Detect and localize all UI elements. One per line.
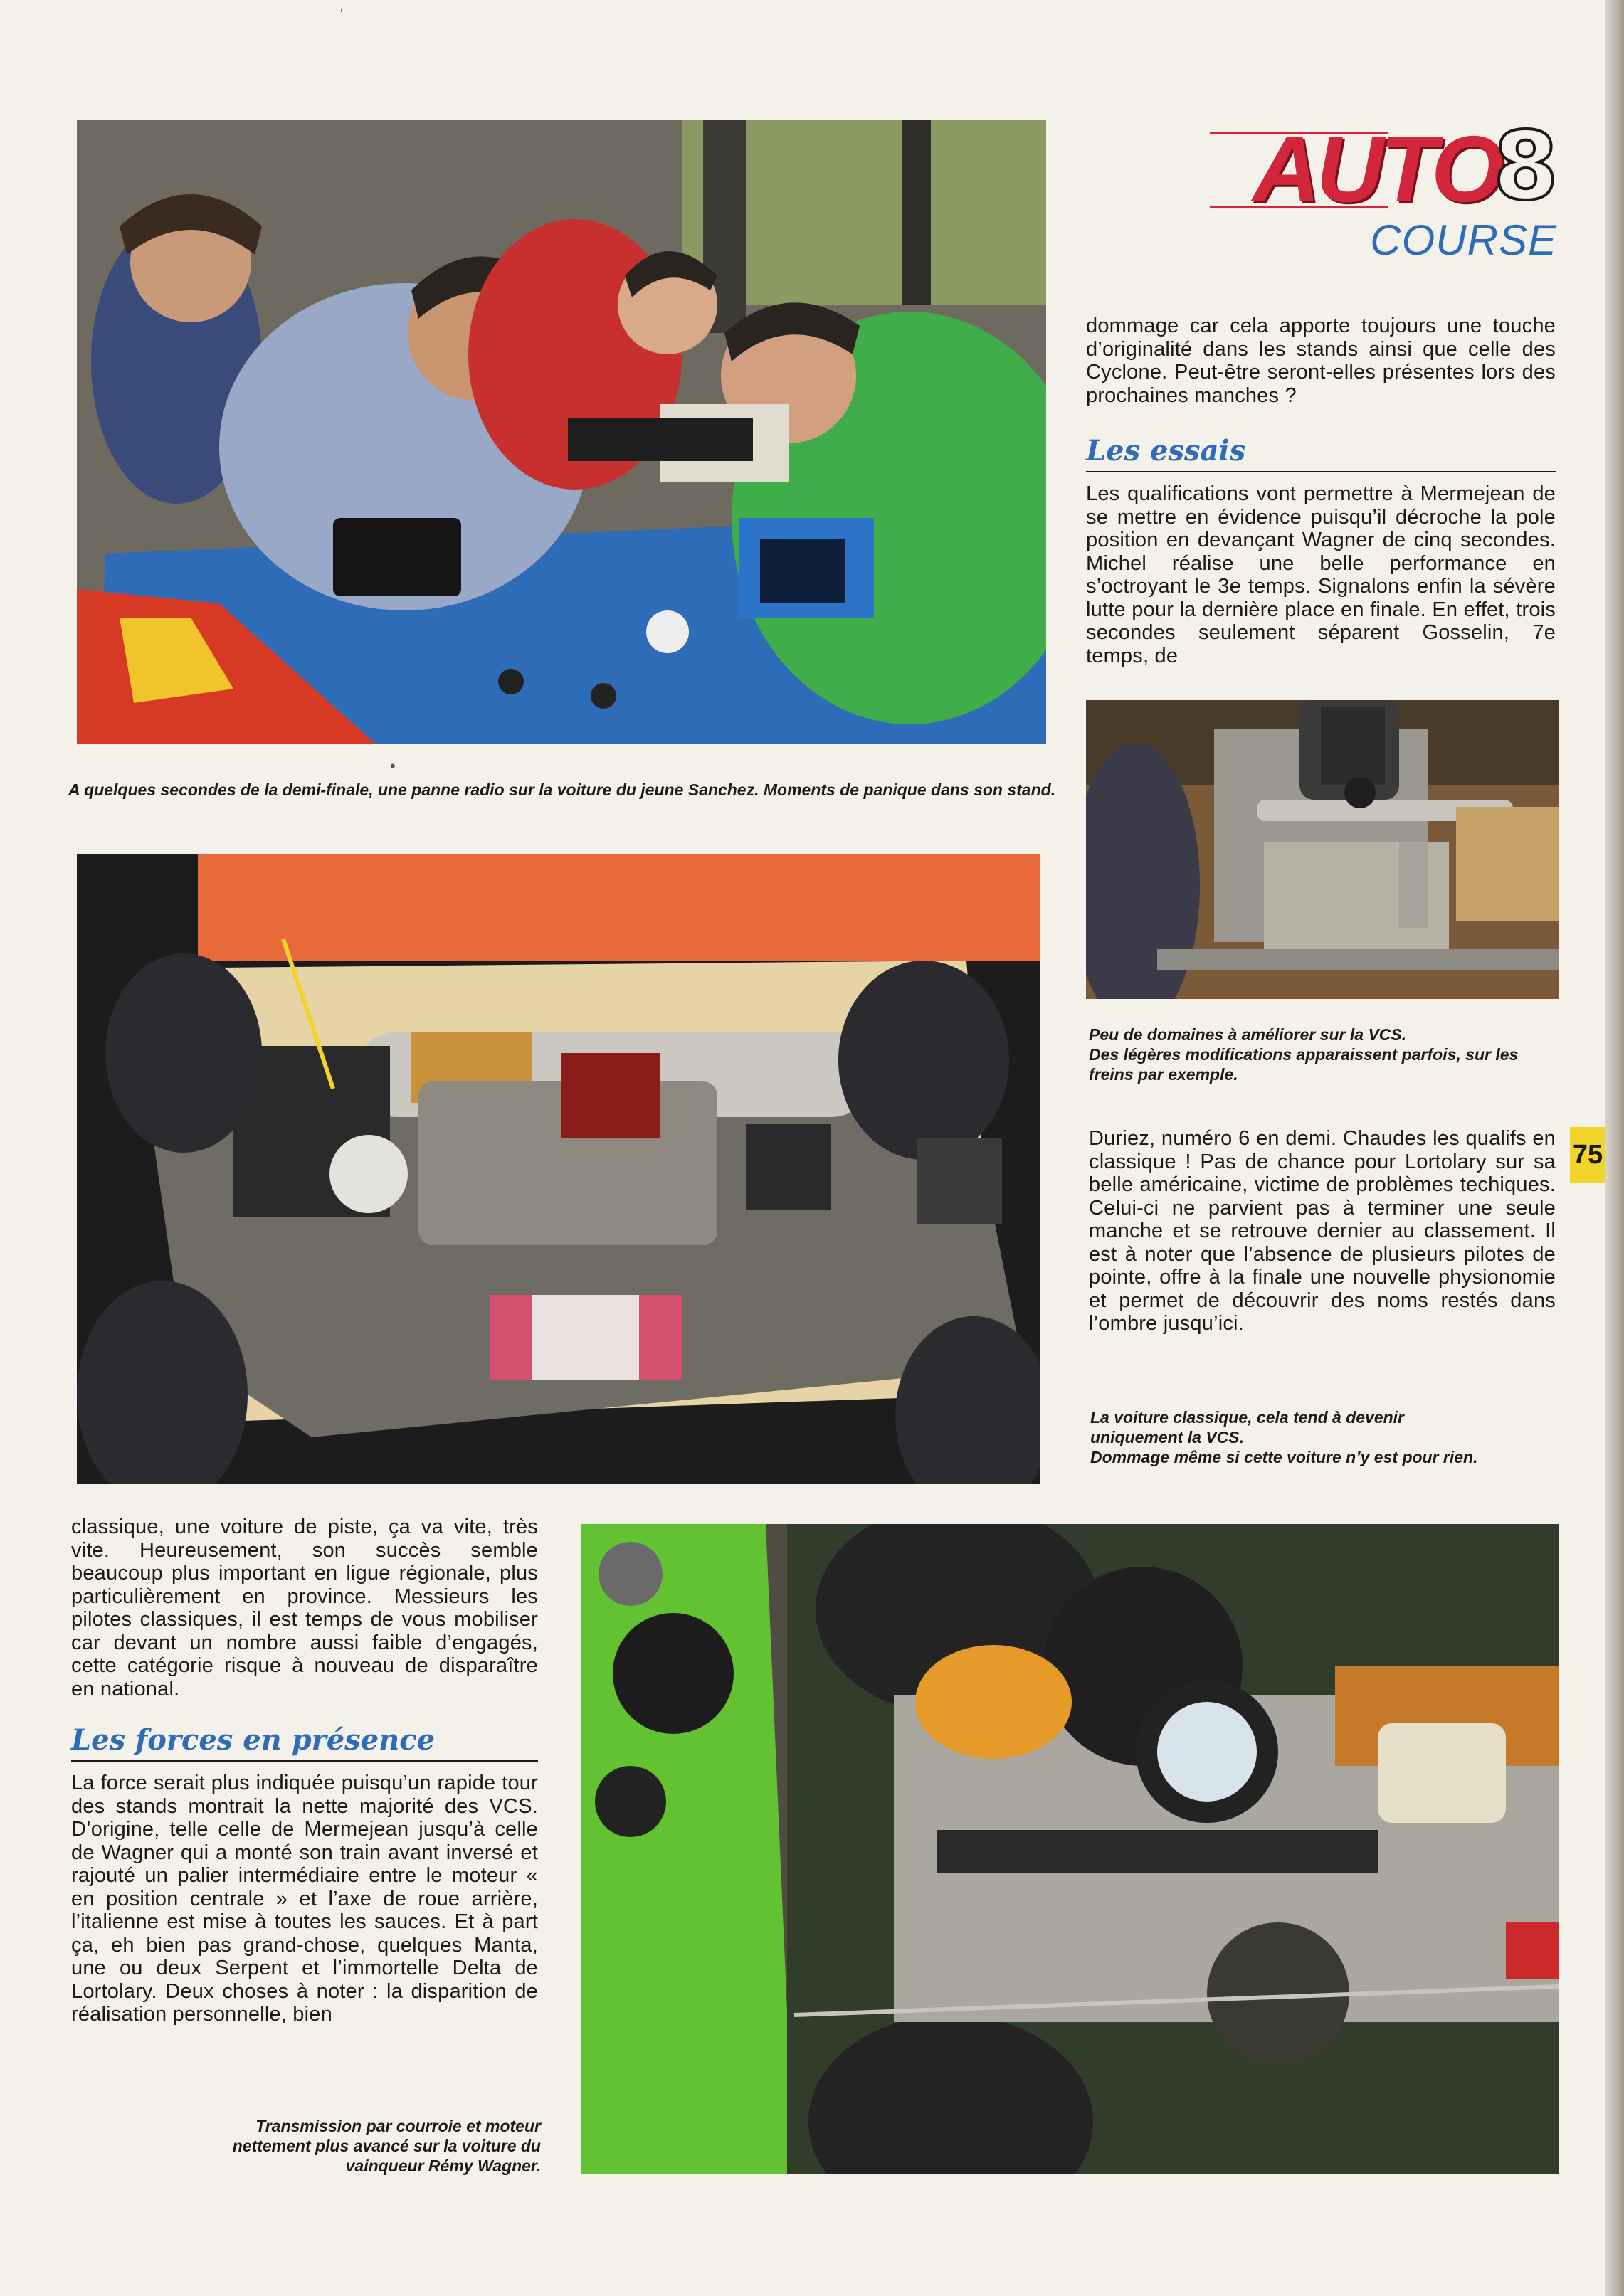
stray-mark: • [390, 757, 396, 775]
heading-les-forces: Les forces en présence [71, 1723, 538, 1762]
forces-paragraph: La force serait plus indiquée puisqu’un rapide tour des stands montrait la nette majorité des VCS. D’origine, telle celle de Mermejean jusqu’à celle de Wagner qui a monté son train avant inversé et rajouté un palier intermédiaire entre le moteur « en position centrale » et l’axe de roue arrière, l’italienne est mise à toutes les sauces. Et à part ça, eh bien pas grand-chose, quelques Manta, une ou deux Serpent et l’immortelle Delta de Lortolary. Deux choses à noter : la disparition de réalisation personnelle, bien [71, 1772, 538, 2026]
heading-les-essais: Les essais [1086, 434, 1556, 472]
stray-mark: ' [340, 6, 344, 23]
logo-course: COURSE [1370, 216, 1557, 264]
classic-car-caption: La voiture classique, cela tend à devenir uniquement la VCS. Dommage même si cette voiture n’y est pour rien. [1090, 1408, 1478, 1466]
page-number-tab: 75 [1570, 1127, 1605, 1183]
classic-car-photo [77, 854, 1040, 1484]
vcs-detail-photo [1086, 700, 1559, 999]
vcs-detail-caption: Peu de domaines à améliorer sur la VCS. Des légères modifications apparaissent parfois, sur les freins par exemple. [1089, 1025, 1519, 1084]
intro-continuation-paragraph: dommage car cela apporte toujours une touche d’originalité dans les stands ainsi que celle des Cyclone. Peut-être seront-elles présentes lors des prochaines manches ? [1086, 314, 1556, 407]
classique-paragraph: classique, une voiture de piste, ça va vite, très vite. Heureusement, son succès semble beaucoup plus important en ligue régionale, plus particulièrement en province. Messieurs les pilotes classiques, il est temps de vous mobiliser car devant un nombre aussi faible d’engagés, cette catégorie risque à nouveau de disparaître en national. [71, 1515, 538, 1700]
essais-continued-paragraph: Duriez, numéro 6 en demi. Chaudes les qualifs en classique ! Pas de chance pour Lortolary sur sa belle américaine, victime de problèmes techiques. Celui-ci ne parvient pas à terminer une seule manche et se retrouve dernier au classement. Il est à noter que l’absence de plusieurs pilotes de pointe, offre à la finale une nouvelle physionomie et permet de découvrir des noms restés dans l’ombre jusqu’ici. [1089, 1127, 1556, 1335]
winner-car-caption: Transmission par courroie et moteur nettement plus avancé sur la voiture du vainqueur Rémy Wagner. [232, 2117, 541, 2175]
pit-stand-photo [77, 120, 1046, 744]
essais-paragraph: Les qualifications vont permettre à Mermejean de se mettre en évidence puisqu’il décroche la pole position en devançant Wagner de cinq secondes. Michel réalise une belle performance en s’octroyant le 3e temps. Signalons enfin la sévère lutte pour la dernière place en finale. En effet, trois secondes seulement séparent Gosselin, 7e temps, de [1086, 482, 1556, 667]
logo-auto: AUTO [1253, 117, 1500, 221]
winner-car-photo [581, 1524, 1559, 2174]
page-binding-edge [1605, 0, 1624, 2296]
auto8-course-logo [1210, 114, 1566, 277]
pit-stand-caption: A quelques secondes de la demi-finale, une panne radio sur la voiture du jeune Sanchez. Moments de panique dans son stand. [68, 781, 1056, 799]
logo-number: 8 [1493, 112, 1559, 221]
